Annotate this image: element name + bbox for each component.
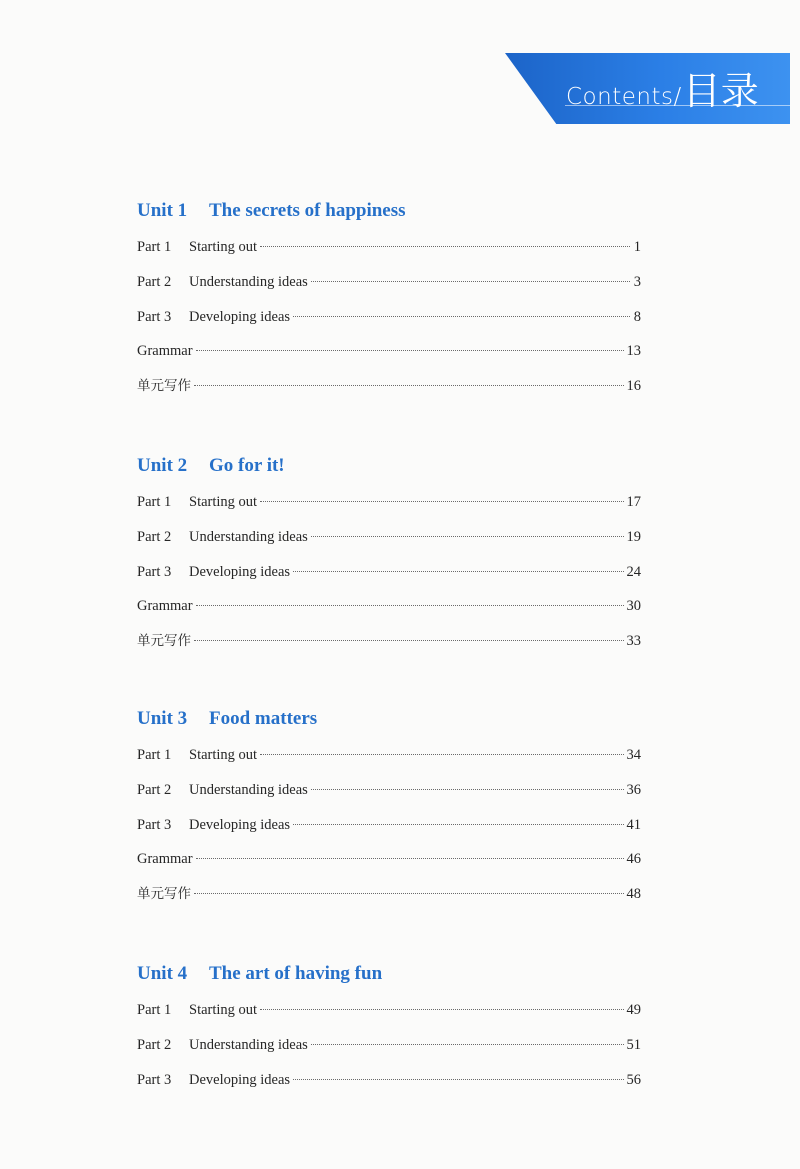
dot-leader <box>260 501 623 502</box>
entry-page-number: 41 <box>626 816 641 833</box>
entry-part-label: Part 1 <box>137 746 172 763</box>
toc-entry[interactable] <box>137 1028 641 1063</box>
entry-page-number: 56 <box>626 1071 641 1088</box>
dot-leader <box>293 824 623 825</box>
entry-page-number: 3 <box>633 273 641 290</box>
toc-entry[interactable] <box>137 555 641 590</box>
toc-entry[interactable] <box>137 738 641 773</box>
entry-page-number: 8 <box>633 308 641 325</box>
toc-entry[interactable] <box>137 624 641 659</box>
dot-leader <box>293 571 623 572</box>
entry-name: Grammar <box>137 851 193 868</box>
toc-entry[interactable] <box>137 773 641 808</box>
toc-entry[interactable] <box>137 1063 641 1098</box>
dot-leader <box>260 754 623 755</box>
entry-part-label: Part 1 <box>137 1001 172 1018</box>
dot-leader <box>293 1079 623 1080</box>
toc-entry[interactable] <box>137 334 641 369</box>
toc-entry[interactable] <box>137 589 641 624</box>
entry-page-number: 48 <box>626 886 641 903</box>
unit-section <box>137 959 641 1097</box>
entry-page-number: 33 <box>626 633 641 650</box>
entry-page-number: 16 <box>626 378 641 395</box>
unit-heading[interactable] <box>137 196 641 226</box>
toc-entry[interactable] <box>137 877 641 912</box>
unit-section <box>137 196 641 404</box>
unit-section <box>137 704 641 912</box>
entry-page-number: 30 <box>626 598 641 615</box>
unit-section <box>137 451 641 659</box>
unit-heading[interactable] <box>137 451 641 481</box>
toc-entry[interactable] <box>137 300 641 335</box>
entry-page-number: 1 <box>633 239 641 255</box>
dot-leader <box>196 858 624 859</box>
entry-page-number: 13 <box>626 343 641 360</box>
unit-title: The art of having fun <box>209 962 383 984</box>
entry-name: Developing ideas <box>189 563 291 580</box>
entry-part-label: Part 1 <box>137 239 172 255</box>
unit-number: Unit 1 <box>137 200 188 221</box>
entry-page-number: 49 <box>626 1001 641 1018</box>
entry-part-label: Part 2 <box>137 273 172 290</box>
entry-name: Developing ideas <box>189 1071 291 1088</box>
header-title <box>566 60 759 115</box>
toc-entry[interactable] <box>137 993 641 1028</box>
unit-title: Go for it! <box>209 454 285 476</box>
entry-name: Grammar <box>137 343 193 360</box>
dot-leader <box>293 316 630 317</box>
entry-part-label: Part 2 <box>137 528 172 545</box>
entry-name: Developing ideas <box>189 308 291 325</box>
entry-page-number: 19 <box>626 528 641 545</box>
header-title-zh: 目录 <box>682 69 759 113</box>
entry-part-label: Part 3 <box>137 1071 172 1088</box>
toc-entry[interactable] <box>137 230 641 265</box>
entry-page-number: 17 <box>626 493 641 510</box>
entry-name: Understanding ideas <box>189 273 308 290</box>
unit-number: Unit 2 <box>137 454 188 476</box>
entry-name: 单元写作 <box>137 886 191 903</box>
entry-page-number: 36 <box>626 781 641 798</box>
dot-leader <box>311 536 624 537</box>
dot-leader <box>260 1009 623 1010</box>
entry-page-number: 46 <box>626 851 641 868</box>
toc-entry[interactable] <box>137 369 641 404</box>
header-title-en: Contents/ <box>566 84 682 110</box>
entry-name: Understanding ideas <box>189 528 308 545</box>
entry-page-number: 51 <box>626 1036 641 1053</box>
unit-number: Unit 3 <box>137 707 188 729</box>
entry-name: Understanding ideas <box>189 1036 308 1053</box>
entry-name: Starting out <box>189 239 258 255</box>
entry-name: Starting out <box>189 1001 258 1018</box>
toc-entry[interactable] <box>137 842 641 877</box>
dot-leader <box>194 385 624 386</box>
table-of-contents <box>137 196 641 1144</box>
entry-name: Starting out <box>189 746 258 763</box>
entry-name: Grammar <box>137 598 193 615</box>
entry-part-label: Part 3 <box>137 563 172 580</box>
entry-part-label: Part 2 <box>137 781 172 798</box>
dot-leader <box>311 1044 624 1045</box>
dot-leader <box>260 246 630 247</box>
entry-name: Starting out <box>189 493 258 510</box>
entry-page-number: 34 <box>626 746 641 763</box>
entry-part-label: Part 3 <box>137 308 172 325</box>
toc-entry[interactable] <box>137 808 641 843</box>
entry-name: Developing ideas <box>189 816 291 833</box>
entry-part-label: Part 1 <box>137 493 172 510</box>
unit-number: Unit 4 <box>137 962 188 984</box>
dot-leader <box>311 281 630 282</box>
dot-leader <box>196 605 624 606</box>
unit-heading[interactable] <box>137 704 641 734</box>
entry-name: 单元写作 <box>137 378 191 395</box>
toc-entry[interactable] <box>137 265 641 300</box>
dot-leader <box>194 893 624 894</box>
unit-title: The secrets of happiness <box>209 200 406 221</box>
entry-name: Understanding ideas <box>189 781 308 798</box>
entry-name: 单元写作 <box>137 633 191 650</box>
unit-title: Food matters <box>209 707 318 729</box>
dot-leader <box>194 640 624 641</box>
entry-part-label: Part 3 <box>137 816 172 833</box>
unit-heading[interactable] <box>137 959 641 989</box>
dot-leader <box>311 789 624 790</box>
entry-page-number: 24 <box>626 563 641 580</box>
toc-entry[interactable] <box>137 485 641 520</box>
entry-part-label: Part 2 <box>137 1036 172 1053</box>
dot-leader <box>196 350 624 351</box>
toc-entry[interactable] <box>137 520 641 555</box>
